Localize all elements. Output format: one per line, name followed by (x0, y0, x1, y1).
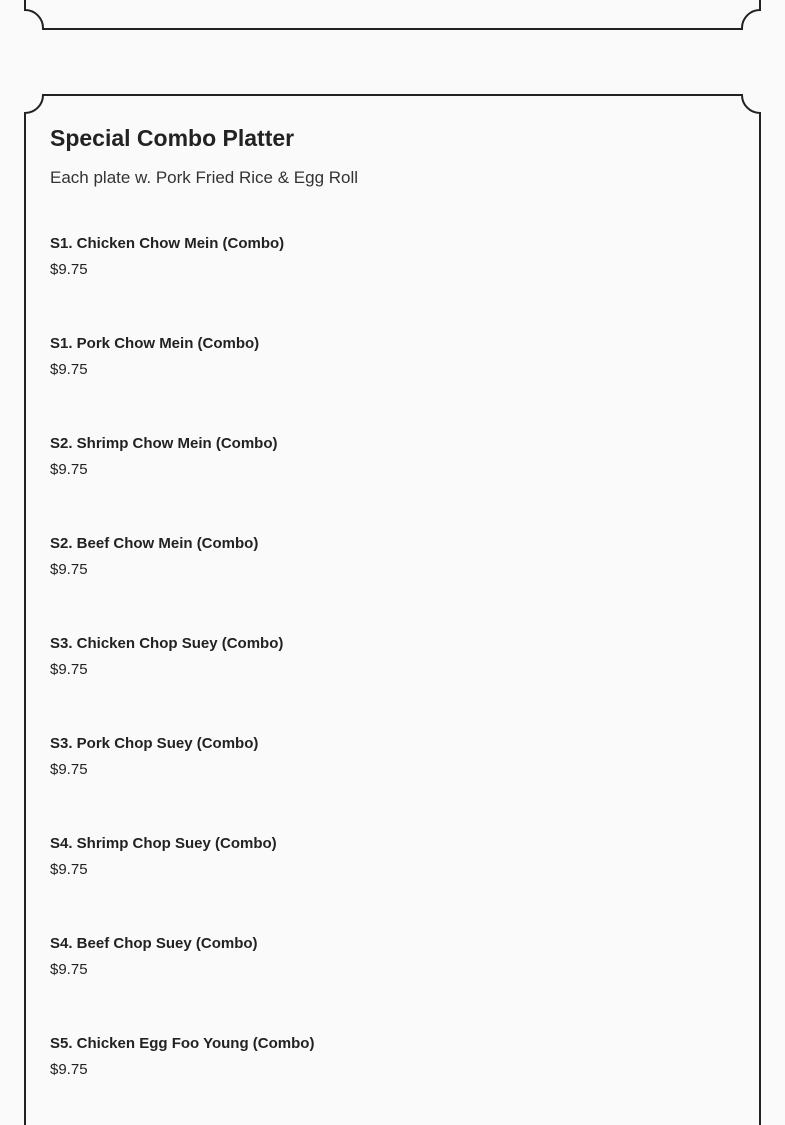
item-price: $9.75 (50, 261, 88, 278)
item-name: S1. Chicken Chow Mein (Combo) (50, 235, 285, 252)
item-price: $9.75 (50, 761, 88, 778)
item-price: $9.75 (50, 361, 88, 378)
item-name: S5. Chicken Egg Foo Young (Combo) (50, 1035, 315, 1052)
menu-item[interactable] (50, 1033, 740, 1125)
item-price: $9.75 (50, 661, 88, 678)
item-name: S4. Beef Chop Suey (Combo) (50, 935, 258, 952)
previous-card-border (0, 0, 785, 40)
menu-item[interactable] (50, 633, 740, 733)
menu-item[interactable] (50, 833, 740, 933)
item-price: $9.75 (50, 461, 88, 478)
card-content (50, 120, 740, 1125)
item-name: S4. Shrimp Chop Suey (Combo) (50, 835, 277, 852)
item-name: S3. Chicken Chop Suey (Combo) (50, 635, 284, 652)
item-price: $9.75 (50, 561, 88, 578)
item-name: S3. Pork Chop Suey (Combo) (50, 735, 259, 752)
menu-item[interactable] (50, 333, 740, 433)
item-name: S1. Pork Chow Mein (Combo) (50, 335, 260, 352)
menu-item[interactable] (50, 933, 740, 1033)
item-name: S2. Beef Chow Mein (Combo) (50, 535, 259, 552)
menu-item[interactable] (50, 533, 740, 633)
item-price: $9.75 (50, 961, 88, 978)
special-combo-card (0, 80, 785, 1125)
item-name: S2. Shrimp Chow Mein (Combo) (50, 435, 278, 452)
menu-item[interactable] (50, 233, 740, 333)
menu-item[interactable] (50, 433, 740, 533)
section-title: Special Combo Platter (50, 125, 295, 151)
menu-item-list (50, 233, 740, 1125)
item-price: $9.75 (50, 861, 88, 878)
item-price: $9.75 (50, 1061, 88, 1078)
menu-item[interactable] (50, 733, 740, 833)
section-description: Each plate w. Pork Fried Rice & Egg Roll (50, 168, 359, 187)
